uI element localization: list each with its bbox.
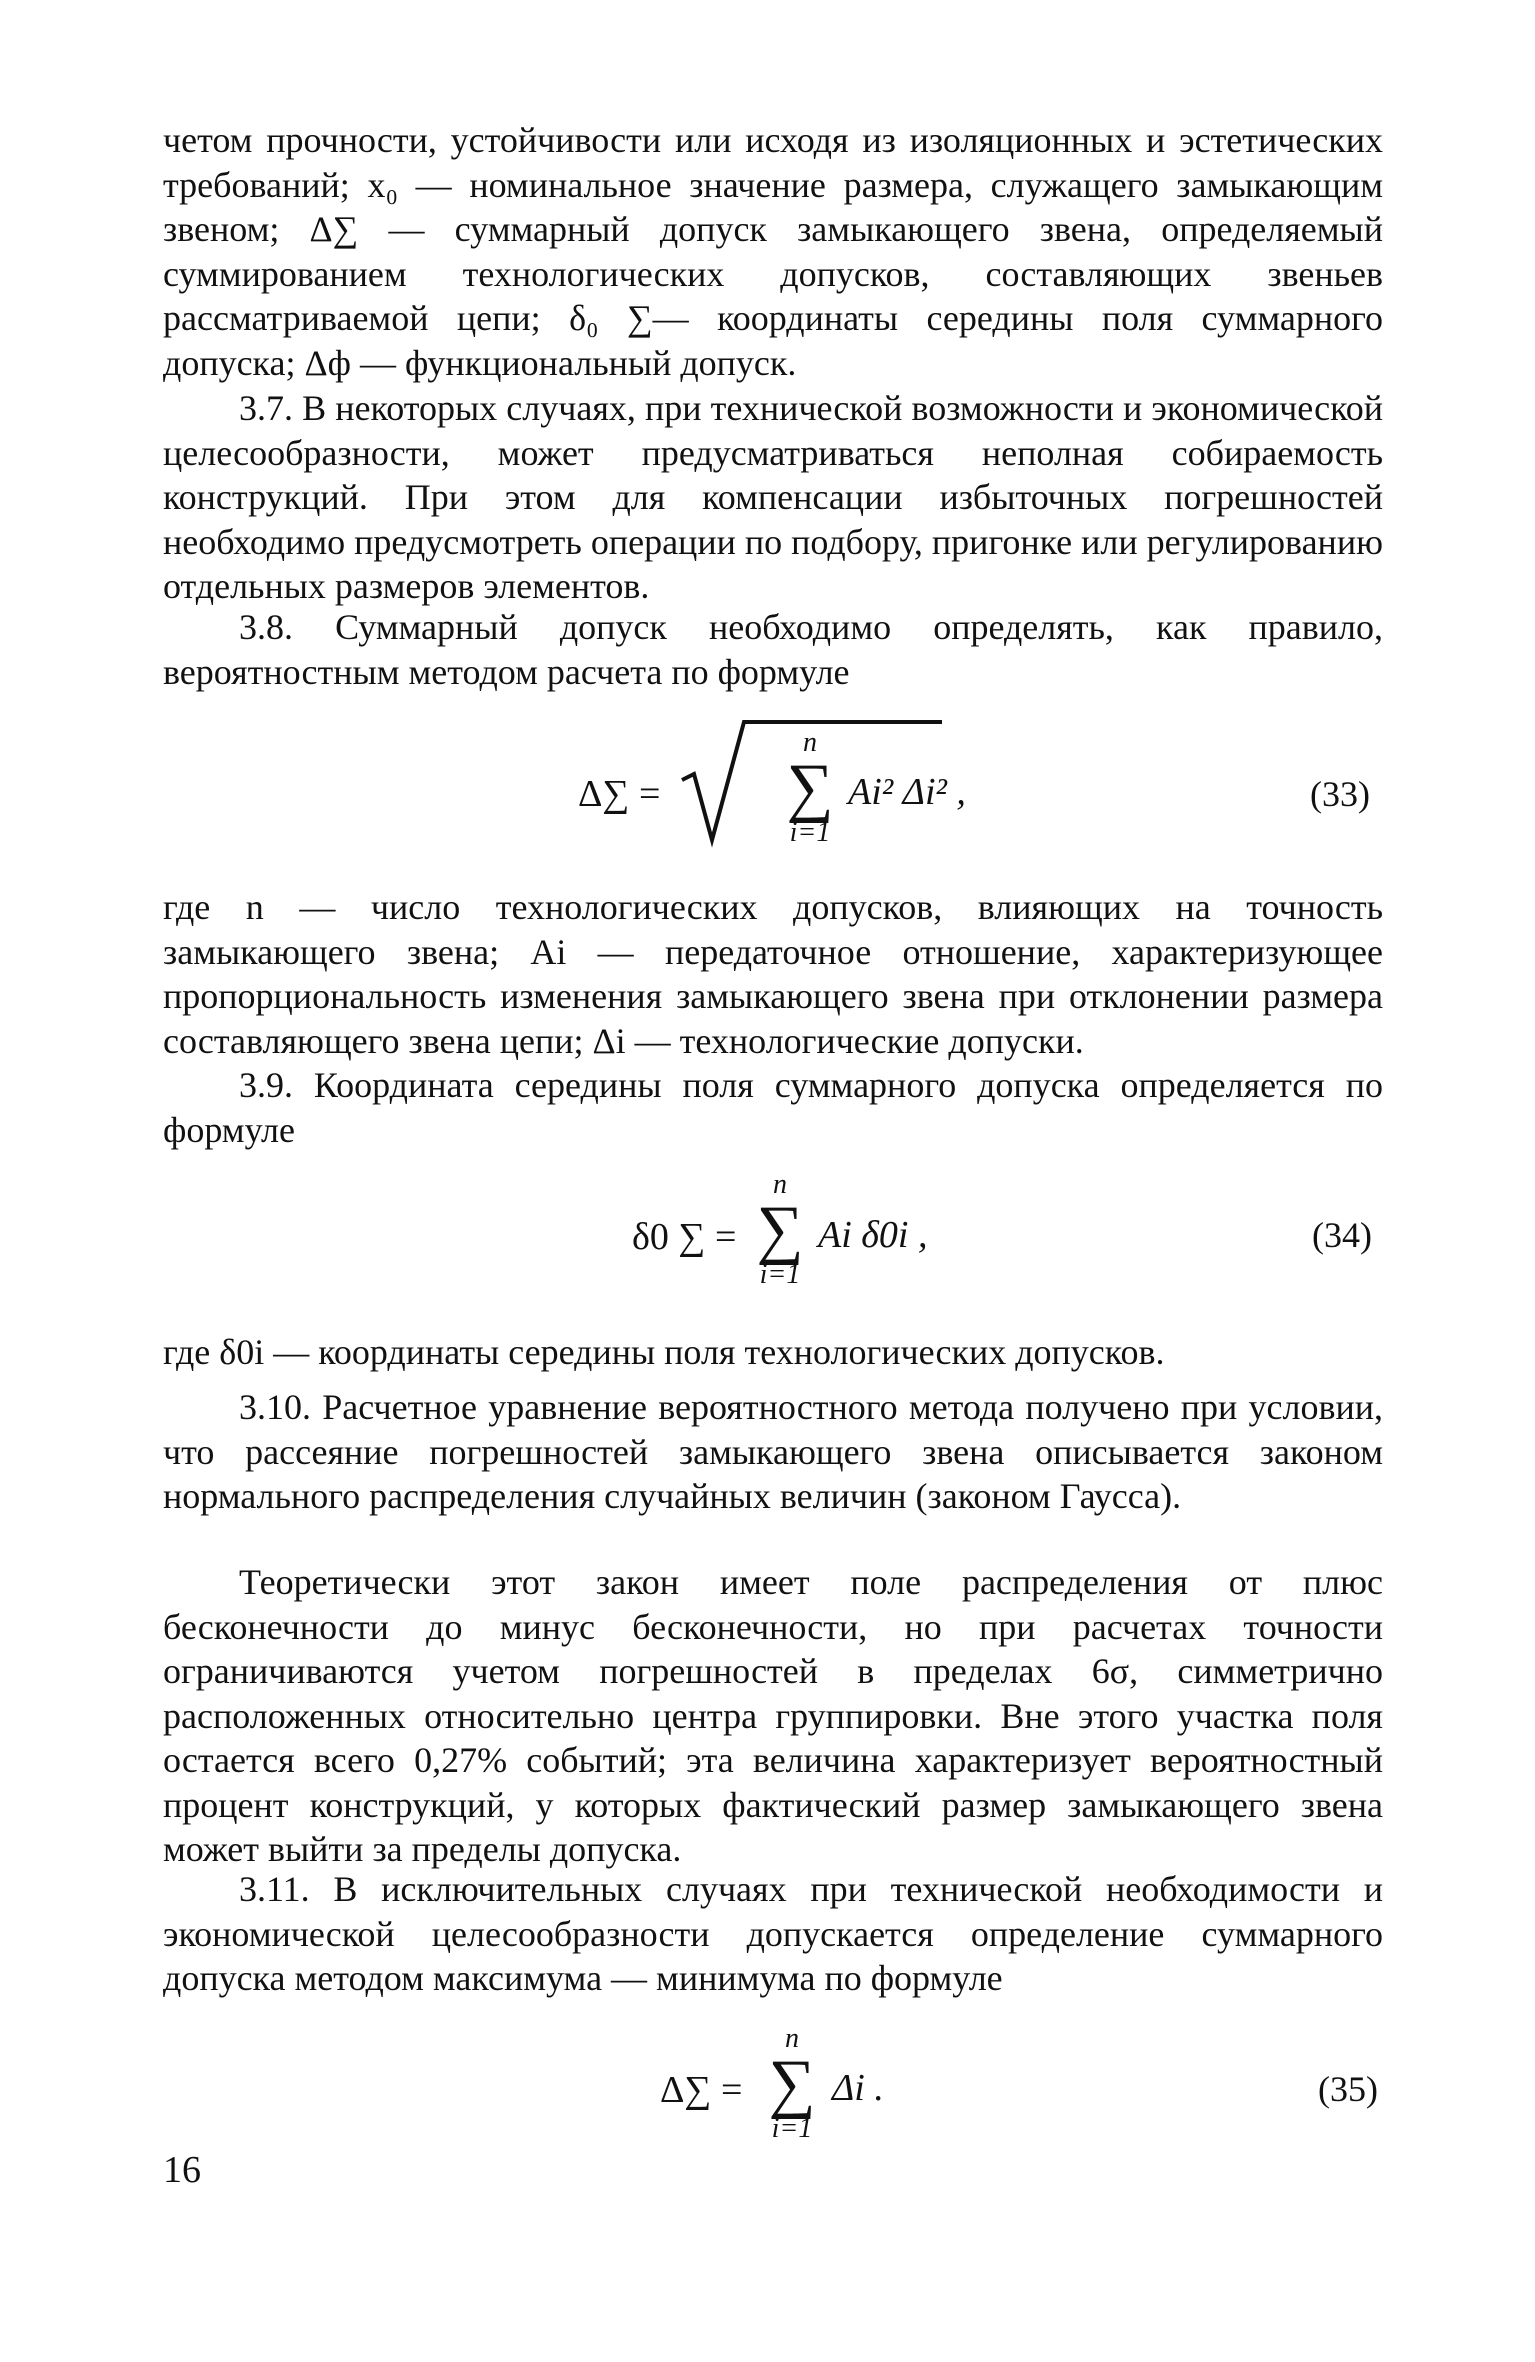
paragraph-3-10: 3.10. Расчетное уравнение вероятностного метода получено при условии, что рассеяние погрешностей замыкающего звена описывается законом нормального распределения случайных величин (законом Гаусса). <box>163 1387 1383 1516</box>
formula-34-lhs: δ0 ∑ = <box>632 1216 737 1258</box>
paragraph-where-delta: где δ0i — координаты середины поля технологических допусков. <box>163 1332 1165 1372</box>
paragraph-3-8: 3.8. Суммарный допуск необходимо определять, как правило, вероятностным методом расчета по формуле <box>163 607 1383 692</box>
paragraph-3-7: 3.7. В некоторых случаях, при технической возможности и экономической целесообразности, может предусматриваться неполная собираемость конструкций. При этом для компенсации избыточных погрешностей необходимо предусмотреть операции по подбору, пригонке или регулированию отдельных размеров элементов. <box>163 388 1383 606</box>
formula-33-body: Ai² Δi² , <box>848 771 966 813</box>
formula-35-sum: n ∑ i=1 <box>762 2024 822 2144</box>
page-number: 16 <box>163 2149 201 2191</box>
formula-35-body: Δi . <box>832 2067 884 2109</box>
formula-35-number: (35) <box>1318 2069 1378 2109</box>
paragraph-3-11: 3.11. В исключительных случаях при технической необходимости и экономической целесообразности допускается определение суммарного допуска методом максимума — минимума по формуле <box>163 1869 1383 1998</box>
paragraph-where-n: где n — число технологических допусков, влияющих на точность замыкающего звена; Ai — передаточное отношение, характеризующее пропорциональность изменения замыкающего звена при отклонении размера составляющего звена цепи; Δi — технологические допуски. <box>163 887 1383 1061</box>
sigma-icon: ∑ <box>756 1193 804 1266</box>
sigma-icon: ∑ <box>786 751 834 824</box>
formula-34-sum: n ∑ i=1 <box>750 1170 810 1290</box>
paragraph-continuation: четом прочности, устойчивости или исходя из изоляционных и эстетических требований; x₀ — номинальное значение размера, служащего замыкающим звеном; Δ∑ — суммарный допуск замыкающего звена, определяемый суммированием технологических допусков, составляющих звеньев рассматриваемой цепи; δ₀ ∑— координаты середины поля суммарного допуска; Δф — функциональный допуск. <box>163 120 1383 383</box>
sigma-icon: ∑ <box>768 2047 816 2120</box>
paragraph-theory: Теоретически этот закон имеет поле распределения от плюс бесконечности до минус бесконечности, но при расчетах точности ограничиваются учетом погрешностей в пределах 6σ, симметрично расположенных относительно центра группировки. Вне этого участка поля остается всего 0,27% событий; эта величина характеризует вероятностный процент конструкций, у которых фактический размер замыкающего звена может выйти за пределы допуска. <box>163 1562 1383 1869</box>
formula-34-number: (34) <box>1312 1215 1372 1255</box>
paragraph-3-9: 3.9. Координата середины поля суммарного допуска определяется по формуле <box>163 1065 1383 1150</box>
formula-34-body: Ai δ0i , <box>818 1214 928 1256</box>
formula-33-number: (33) <box>1310 774 1370 814</box>
formula-35-lhs: Δ∑ = <box>660 2069 743 2111</box>
formula-33-lhs: Δ∑ = <box>578 773 661 815</box>
formula-33-sum: n ∑ i=1 <box>780 728 840 848</box>
